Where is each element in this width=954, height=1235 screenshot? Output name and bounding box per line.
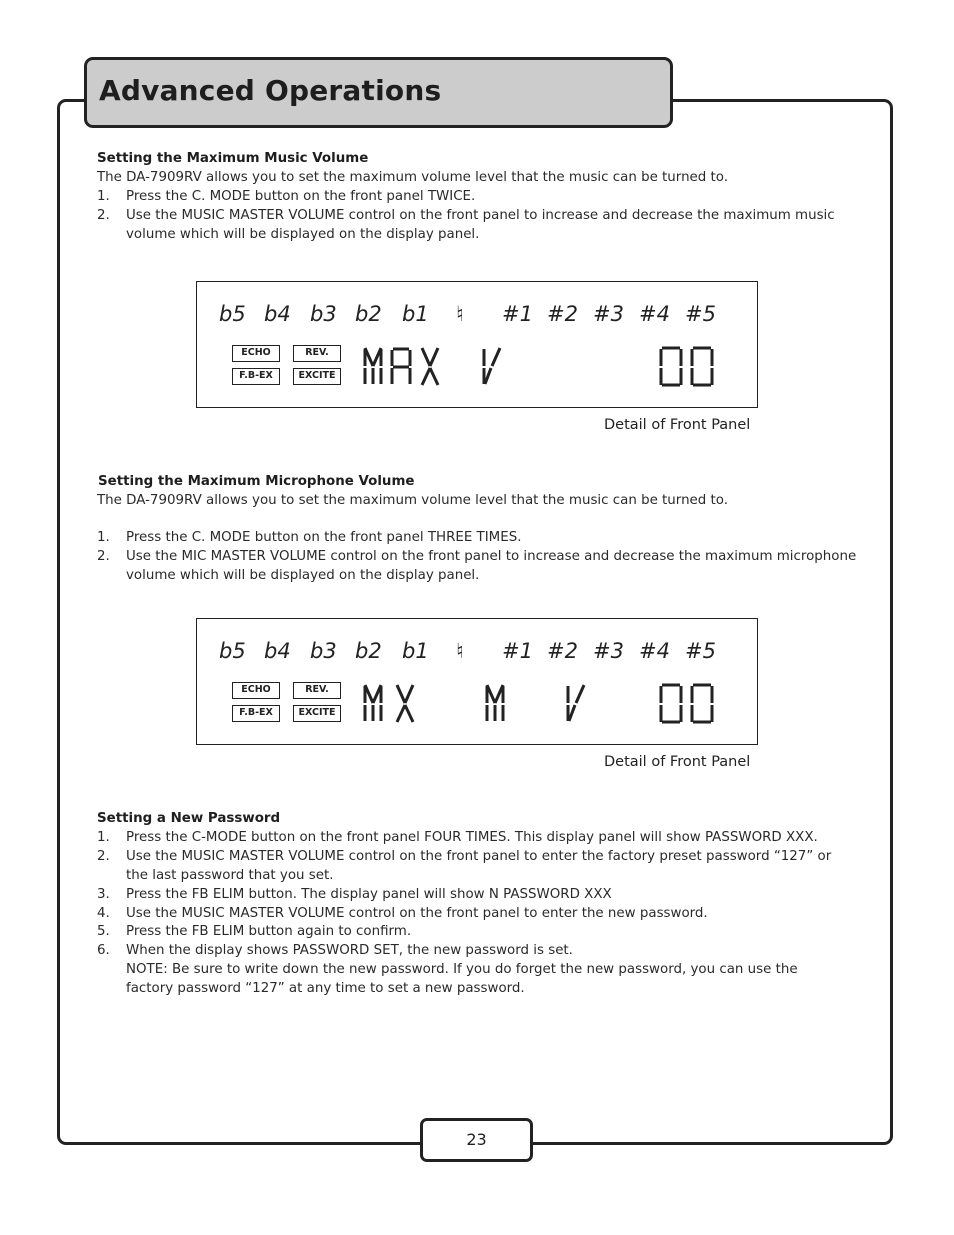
indicator-label: b4 bbox=[264, 302, 291, 326]
indicator-label: #5 bbox=[685, 639, 716, 663]
echo-tag: ECHO bbox=[232, 682, 280, 699]
segment-readout bbox=[197, 619, 757, 744]
step-number: 1. bbox=[97, 829, 110, 845]
page-title: Advanced Operations bbox=[99, 74, 442, 107]
panel-caption: Detail of Front Panel bbox=[604, 754, 751, 770]
list-item bbox=[97, 829, 842, 848]
steps-list bbox=[97, 188, 857, 245]
segment-char-v bbox=[484, 348, 500, 384]
section-intro: The DA-7909RV allows you to set the maximum volume level that the music can be turned to. bbox=[97, 492, 729, 508]
panel-caption: Detail of Front Panel bbox=[604, 417, 751, 433]
list-item bbox=[97, 548, 857, 586]
rev-tag: REV. bbox=[293, 682, 341, 699]
step-text: Press the FB ELIM button. The display panel will show N PASSWORD XXX bbox=[126, 886, 612, 902]
front-panel-display-1 bbox=[196, 281, 758, 408]
list-item bbox=[97, 207, 857, 245]
list-item bbox=[97, 529, 857, 548]
spacer bbox=[97, 511, 857, 529]
segment-char-v bbox=[568, 685, 584, 721]
music-volume-section bbox=[97, 150, 857, 245]
section-heading: Setting a New Password bbox=[97, 811, 281, 826]
step-number: 2. bbox=[97, 848, 110, 864]
step-number: 4. bbox=[97, 905, 110, 921]
indicator-label: b5 bbox=[219, 639, 246, 663]
step-number: 6. bbox=[97, 943, 110, 959]
step-text: When the display shows PASSWORD SET, the new password is set. bbox=[126, 943, 573, 959]
section-intro: The DA-7909RV allows you to set the maximum volume level that the music can be turned to. bbox=[97, 169, 729, 185]
step-text: Press the FB ELIM button again to confirm. bbox=[126, 924, 412, 940]
step-number: 1. bbox=[97, 529, 110, 545]
steps-list bbox=[97, 829, 842, 999]
segment-char-x bbox=[397, 685, 413, 722]
fbex-tag: F.B-EX bbox=[232, 705, 280, 722]
list-item bbox=[97, 923, 842, 942]
indicator-label: b3 bbox=[310, 302, 337, 326]
list-item bbox=[97, 188, 857, 207]
password-section bbox=[97, 810, 842, 999]
segment-char-m bbox=[365, 685, 381, 721]
indicator-label: b4 bbox=[264, 639, 291, 663]
section-heading: Setting the Maximum Microphone Volume bbox=[98, 474, 415, 489]
title-tab bbox=[84, 57, 673, 128]
fbex-tag: F.B-EX bbox=[232, 368, 280, 385]
list-item bbox=[97, 905, 842, 924]
rev-tag: REV. bbox=[293, 345, 341, 362]
segment-char-m bbox=[365, 348, 381, 384]
steps-list bbox=[97, 529, 857, 586]
indicator-label: #3 bbox=[593, 302, 624, 326]
echo-tag: ECHO bbox=[232, 345, 280, 362]
segment-char-m bbox=[487, 685, 503, 721]
indicator-label: #1 bbox=[502, 302, 533, 326]
step-number: 1. bbox=[97, 188, 110, 204]
segment-char-x bbox=[422, 348, 438, 385]
segment-digit-0 bbox=[661, 348, 681, 385]
step-text: Use the MUSIC MASTER VOLUME control on the front panel to increase and decrease the maximum music volume which will be displayed on the display panel. bbox=[126, 207, 835, 242]
step-number: 5. bbox=[97, 924, 110, 940]
indicator-label: #1 bbox=[502, 639, 533, 663]
indicator-label: #2 bbox=[547, 302, 578, 326]
segment-readout bbox=[197, 282, 757, 407]
indicator-label: b2 bbox=[355, 639, 382, 663]
step-text: Press the C-MODE button on the front panel FOUR TIMES. This display panel will show PASSWORD XXX. bbox=[126, 829, 818, 845]
indicator-label: #4 bbox=[639, 639, 670, 663]
excite-tag: EXCITE bbox=[293, 368, 341, 385]
step-text: Press the C. MODE button on the front panel THREE TIMES. bbox=[126, 529, 522, 545]
page-number: 23 bbox=[420, 1118, 533, 1162]
segment-digit-0 bbox=[692, 348, 712, 385]
excite-tag: EXCITE bbox=[293, 705, 341, 722]
list-item bbox=[97, 942, 842, 999]
indicator-label: #4 bbox=[639, 302, 670, 326]
step-text: Use the MUSIC MASTER VOLUME control on the front panel to enter the factory preset password “127” or the last password that you set. bbox=[126, 848, 832, 883]
indicator-label: b1 bbox=[402, 639, 429, 663]
segment-digit-0 bbox=[692, 685, 712, 722]
indicator-label: b1 bbox=[402, 302, 429, 326]
natural-indicator: ♮ bbox=[456, 302, 464, 326]
step-text: Use the MIC MASTER VOLUME control on the front panel to increase and decrease the maximum microphone volume which will be displayed on the display panel. bbox=[126, 548, 857, 583]
list-item bbox=[97, 886, 842, 905]
indicator-label: b3 bbox=[310, 639, 337, 663]
section-heading: Setting the Maximum Music Volume bbox=[97, 151, 369, 166]
step-number: 3. bbox=[97, 886, 110, 902]
step-text: Use the MUSIC MASTER VOLUME control on the front panel to enter the new password. bbox=[126, 905, 708, 921]
step-number: 2. bbox=[97, 548, 110, 564]
natural-indicator: ♮ bbox=[456, 639, 464, 663]
indicator-label: #3 bbox=[593, 639, 624, 663]
indicator-label: b5 bbox=[219, 302, 246, 326]
front-panel-display-2 bbox=[196, 618, 758, 745]
indicator-label: b2 bbox=[355, 302, 382, 326]
segment-char-a bbox=[392, 349, 410, 384]
mic-volume-section bbox=[97, 473, 857, 586]
indicator-label: #2 bbox=[547, 639, 578, 663]
list-item bbox=[97, 848, 842, 886]
segment-digit-0 bbox=[661, 685, 681, 722]
step-text: Press the C. MODE button on the front panel TWICE. bbox=[126, 188, 476, 204]
indicator-label: #5 bbox=[685, 302, 716, 326]
step-number: 2. bbox=[97, 207, 110, 223]
password-note: NOTE: Be sure to write down the new password. If you do forget the new password, you can use the factory password “127” at any time to set a new password. bbox=[126, 962, 798, 997]
